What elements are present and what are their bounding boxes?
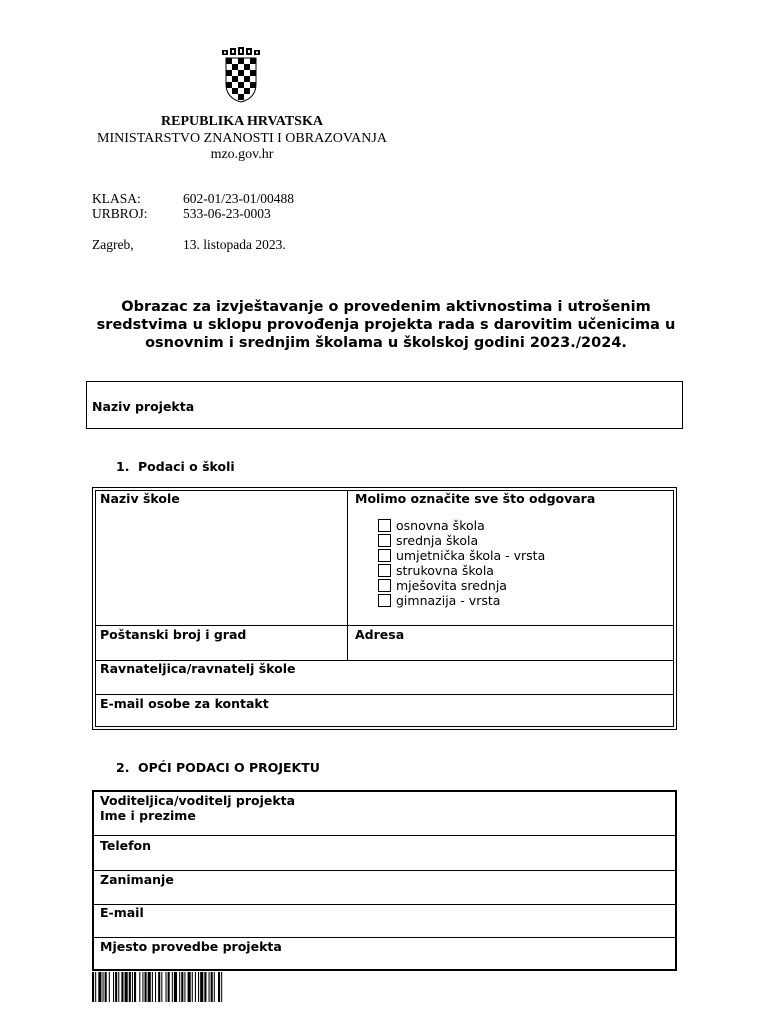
principal-label: Ravnateljica/ravnatelj škole — [100, 661, 296, 676]
place: Zagreb, — [92, 237, 134, 252]
project-location-label: Mjesto provedbe projekta — [100, 939, 282, 954]
section-1-title: Podaci o školi — [138, 459, 235, 474]
barcode-bar — [103, 972, 104, 1002]
checkbox[interactable] — [378, 534, 391, 547]
barcode-bar — [158, 972, 160, 1002]
urbroj-value: 533-06-23-0003 — [183, 206, 271, 221]
phone-label: Telefon — [100, 838, 152, 853]
barcode-bar — [98, 972, 101, 1002]
document-title — [96, 298, 676, 352]
option-mjesovita-srednja[interactable]: mješovita srednja — [378, 578, 545, 593]
barcode-bar — [166, 972, 167, 1002]
klasa-value: 602-01/23-01/00488 — [183, 191, 294, 206]
urbroj-label: URBROJ: — [92, 206, 148, 221]
barcode-bar — [174, 972, 177, 1002]
school-name-label: Naziv škole — [100, 491, 180, 506]
barcode-bar — [204, 972, 206, 1002]
barcode-bar — [125, 972, 128, 1002]
klasa-label: KLASA: — [92, 191, 141, 206]
barcode-bar — [172, 972, 173, 1002]
date: 13. listopada 2023. — [183, 237, 286, 252]
title-line-1: Obrazac za izvještavanje o provedenim aktivnostima i utrošenim — [121, 299, 651, 315]
barcode-bar — [195, 972, 196, 1002]
barcode-bar — [115, 972, 117, 1002]
leader-name-label: Ime i prezime — [100, 808, 196, 823]
barcode-bar — [188, 972, 191, 1002]
barcode-bar — [161, 972, 162, 1002]
section-2-title: OPĆI PODACI O PROJEKTU — [138, 760, 320, 775]
barcode-bar — [152, 972, 153, 1002]
checkbox[interactable] — [378, 519, 391, 532]
option-strukovna-skola[interactable]: strukovna škola — [378, 563, 545, 578]
barcode-bar — [184, 972, 185, 1002]
barcode-bar — [221, 972, 222, 1002]
barcode-bar — [129, 972, 131, 1002]
option-umjetnicka-skola[interactable]: umjetnička škola - vrsta — [378, 548, 545, 563]
barcode-bar — [139, 972, 140, 1002]
barcode-bar — [192, 972, 193, 1002]
republic-name: REPUBLIKA HRVATSKA — [161, 114, 323, 129]
option-gimnazija[interactable]: gimnazija - vrsta — [378, 593, 545, 608]
barcode-bar — [214, 972, 215, 1002]
school-name-field[interactable] — [96, 491, 346, 624]
project-data-table — [92, 790, 677, 971]
option-srednja-skola[interactable]: srednja škola — [378, 533, 545, 548]
barcode-bar — [148, 972, 151, 1002]
occupation-label: Zanimanje — [100, 872, 174, 887]
barcode-icon — [92, 972, 306, 1002]
checkbox[interactable] — [378, 564, 391, 577]
title-line-3: osnovnim i srednjim školama u školskoj godini 2023./2024. — [145, 335, 627, 351]
project-name-label: Naziv projekta — [92, 399, 195, 414]
barcode-bar — [118, 972, 119, 1002]
section-2-number: 2. — [116, 760, 130, 775]
school-type-label: Molimo označite sve što odgovara — [355, 491, 596, 506]
barcode-bar — [142, 972, 143, 1002]
contact-email-label: E-mail osobe za kontakt — [100, 696, 269, 711]
section-1-number: 1. — [116, 459, 130, 474]
project-leader-label: Voditeljica/voditelj projekta — [100, 793, 296, 808]
barcode-bar — [200, 972, 203, 1002]
school-type-options — [378, 518, 545, 608]
option-osnovna-skola[interactable]: osnovna škola — [378, 518, 545, 533]
checkbox[interactable] — [378, 594, 391, 607]
croatian-coat-of-arms-icon — [218, 46, 264, 104]
barcode-bar — [209, 972, 210, 1002]
postal-city-label: Poštanski broj i grad — [100, 627, 247, 642]
title-line-2: sredstvima u sklopu provođenja projekta rada s darovitim učenicima u — [96, 317, 676, 333]
barcode-bar — [132, 972, 133, 1002]
barcode-bar — [105, 972, 107, 1002]
barcode-bar — [218, 972, 220, 1002]
barcode-bar — [181, 972, 183, 1002]
ministry-name: MINISTARSTVO ZNANOSTI I OBRAZOVANJA — [97, 131, 387, 146]
barcode-bar — [95, 972, 96, 1002]
project-name-field[interactable] — [86, 381, 683, 429]
school-data-table — [92, 487, 677, 730]
barcode-bar — [113, 972, 114, 1002]
barcode-bar — [155, 972, 156, 1002]
checkbox[interactable] — [378, 549, 391, 562]
checkbox[interactable] — [378, 579, 391, 592]
address-label: Adresa — [355, 627, 405, 642]
barcode-bar — [179, 972, 180, 1002]
barcode-bar — [92, 972, 94, 1002]
barcode-bar — [145, 972, 147, 1002]
barcode-bar — [134, 972, 136, 1002]
ministry-website: mzo.gov.hr — [210, 147, 274, 162]
barcode-bar — [198, 972, 199, 1002]
barcode-bar — [109, 972, 110, 1002]
barcode-bar — [168, 972, 170, 1002]
barcode-bar — [121, 972, 123, 1002]
barcode-bar — [211, 972, 213, 1002]
email-label: E-mail — [100, 905, 144, 920]
